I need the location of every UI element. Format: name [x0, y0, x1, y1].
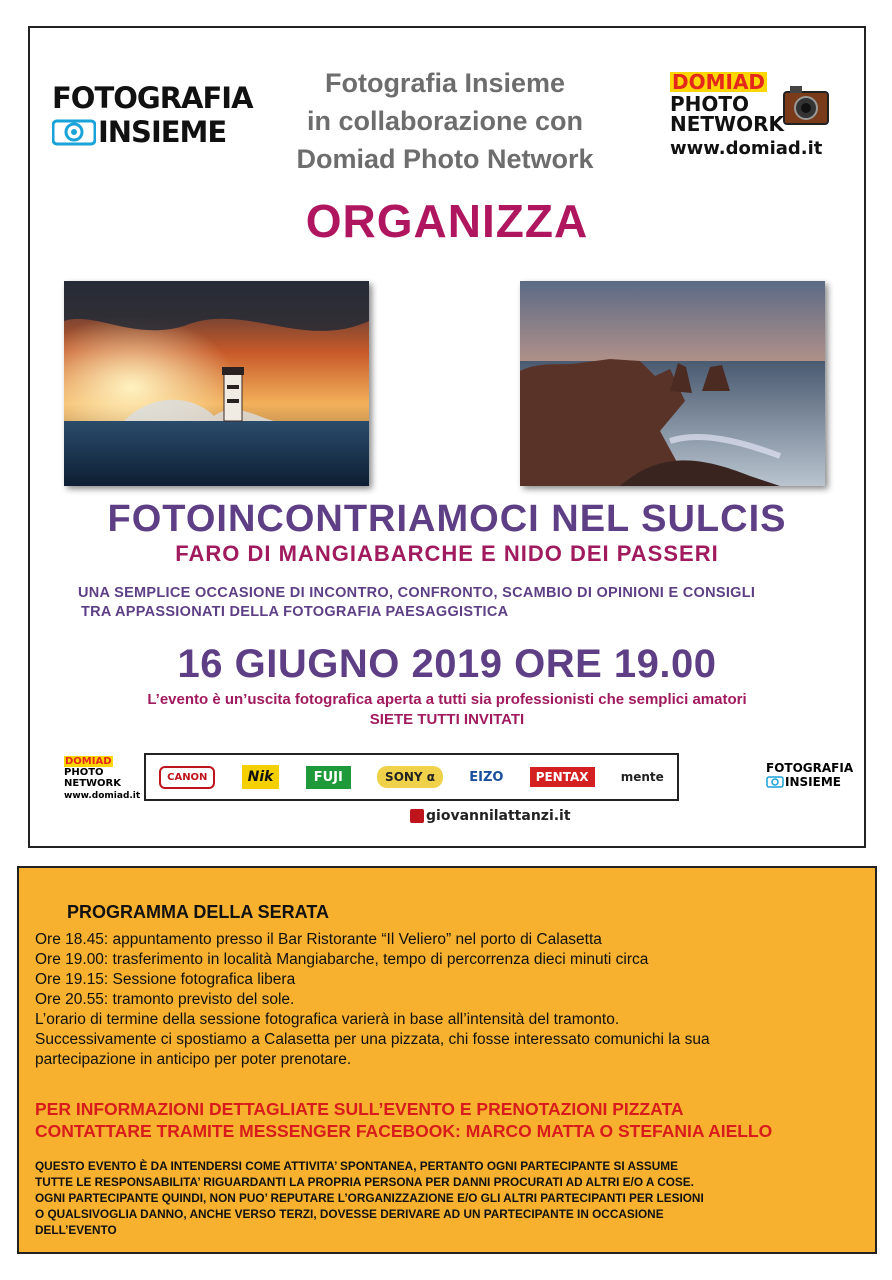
sponsor-bar: [144, 753, 679, 801]
schedule-line: Ore 19.00: trasferimento in località Mangiabarche, tempo di percorrenza dieci minuti circa: [35, 951, 649, 968]
lighthouse-photo: [64, 281, 369, 486]
disclaimer-line: QUESTO EVENTO È DA INTENDERSI COME ATTIVITA’ SPONTANEA, PERTANTO OGNI PARTECIPANTE SI ASSUME: [35, 1159, 678, 1173]
small-logo-line: PHOTO: [64, 767, 104, 778]
organizza-heading: ORGANIZZA: [305, 195, 589, 247]
small-logo-line: FOTOGRAFIA: [766, 761, 854, 775]
event-note: [30, 690, 864, 730]
website-label: [410, 808, 571, 824]
description-line: UNA SEMPLICE OCCASIONE DI INCONTRO, CONFRONTO, SCAMBIO DI OPINIONI E CONSIGLI: [78, 585, 756, 601]
rocky-coast-photo: [520, 281, 825, 486]
event-poster: [28, 26, 866, 848]
logo-line-1: FOTOGRAFIA: [52, 81, 253, 115]
schedule-line: Successivamente ci spostiamo a Calasetta per una pizzata, chi fosse interessato comunichi la sua: [35, 1031, 710, 1048]
note-line: L’evento è un’uscita fotografica aperta a tutti sia professionisti che semplici amatori: [147, 691, 747, 708]
small-logo-line: INSIEME: [785, 775, 841, 789]
sponsor-mente: mente: [620, 770, 664, 784]
sponsor-pentax: PENTAX: [530, 767, 595, 787]
vintage-camera-icon: [782, 86, 832, 128]
info-line: CONTATTARE TRAMITE MESSENGER FACEBOOK: MARCO MATTA O STEFANIA AIELLO: [35, 1121, 773, 1141]
domiad-line-2: PHOTO: [670, 92, 750, 116]
note-line: SIETE TUTTI INVITATI: [369, 711, 525, 728]
domiad-url: www.domiad.it: [670, 138, 823, 159]
fotografia-insieme-small-logo: [766, 761, 853, 789]
schedule-line: Ore 19.15: Sessione fotografica libera: [35, 971, 296, 988]
event-subtitle: FARO DI MANGIABARCHE E NIDO DEI PASSERI: [175, 541, 719, 566]
program-box: [17, 866, 877, 1254]
domiad-line-3: NETWORK: [670, 112, 785, 136]
camera-icon: [766, 776, 784, 788]
small-logo-line: DOMIAD: [65, 756, 112, 767]
domiad-line-1: DOMIAD: [672, 70, 766, 94]
small-logo-url: www.domiad.it: [64, 791, 141, 801]
event-title: FOTOINCONTRIAMOCI NEL SULCIS: [107, 498, 787, 540]
small-logo-line: NETWORK: [64, 778, 122, 789]
program-schedule: [35, 930, 710, 1070]
event-description: [78, 584, 755, 622]
disclaimer-line: DELL’EVENTO: [35, 1223, 117, 1237]
domiad-logo: [670, 72, 840, 172]
sponsor-nik: Nik: [242, 765, 280, 789]
sponsor-sony: SONY α: [377, 766, 443, 788]
sponsor-eizo: EIZO: [469, 769, 504, 785]
header-line: in collaborazione con: [306, 106, 584, 136]
disclaimer-line: TUTTE LE RESPONSABILITA’ RIGUARDANTI LA PROPRIA PERSONA PER DANNI PROCURATI AD ALTRI E/O A COSE.: [35, 1175, 694, 1189]
program-title: PROGRAMMA DELLA SERATA: [67, 902, 329, 922]
header-line: Fotografia Insieme: [324, 68, 566, 98]
sponsor-fuji: FUJI: [306, 766, 351, 789]
schedule-line: Ore 20.55: tramonto previsto del sole.: [35, 991, 295, 1008]
logo-line-2: INSIEME: [98, 115, 227, 149]
info-line: PER INFORMAZIONI DETTAGLIATE SULL’EVENTO E PRENOTAZIONI PIZZATA: [35, 1099, 684, 1119]
header-line: Domiad Photo Network: [296, 144, 594, 174]
sponsor-canon: CANON: [159, 766, 215, 789]
contact-info: [35, 1098, 772, 1142]
website-text: giovannilattanzi.it: [426, 808, 571, 824]
schedule-line: partecipazione in anticipo per poter prenotare.: [35, 1051, 352, 1068]
description-line: TRA APPASSIONATI DELLA FOTOGRAFIA PAESAGGISTICA: [81, 604, 509, 620]
disclaimer: [35, 1158, 704, 1238]
disclaimer-line: OGNI PARTECIPANTE QUINDI, NON PUO’ REPUTARE L’ORGANIZZAZIONE E/O GLI ALTRI PARTECIPANTI PER LESIONI: [35, 1191, 704, 1205]
fotografia-insieme-logo: [52, 81, 253, 168]
domiad-small-logo: [64, 756, 140, 802]
camera-icon: [52, 118, 96, 146]
schedule-line: Ore 18.45: appuntamento presso il Bar Ristorante “Il Veliero” nel porto di Calasetta: [35, 931, 602, 948]
disclaimer-line: O QUALSIVOGLIA DANNO, ANCHE VERSO TERZI, DOVESSE DERIVARE AD UN PARTECIPANTE IN OCCASIONE: [35, 1207, 664, 1221]
schedule-line: L’orario di termine della sessione fotografica varierà in base all’intensità del tramonto.: [35, 1011, 620, 1028]
event-date: 16 GIUGNO 2019 ORE 19.00: [177, 642, 717, 686]
site-logo-icon: [410, 809, 424, 823]
header-collaboration-text: [250, 64, 640, 178]
